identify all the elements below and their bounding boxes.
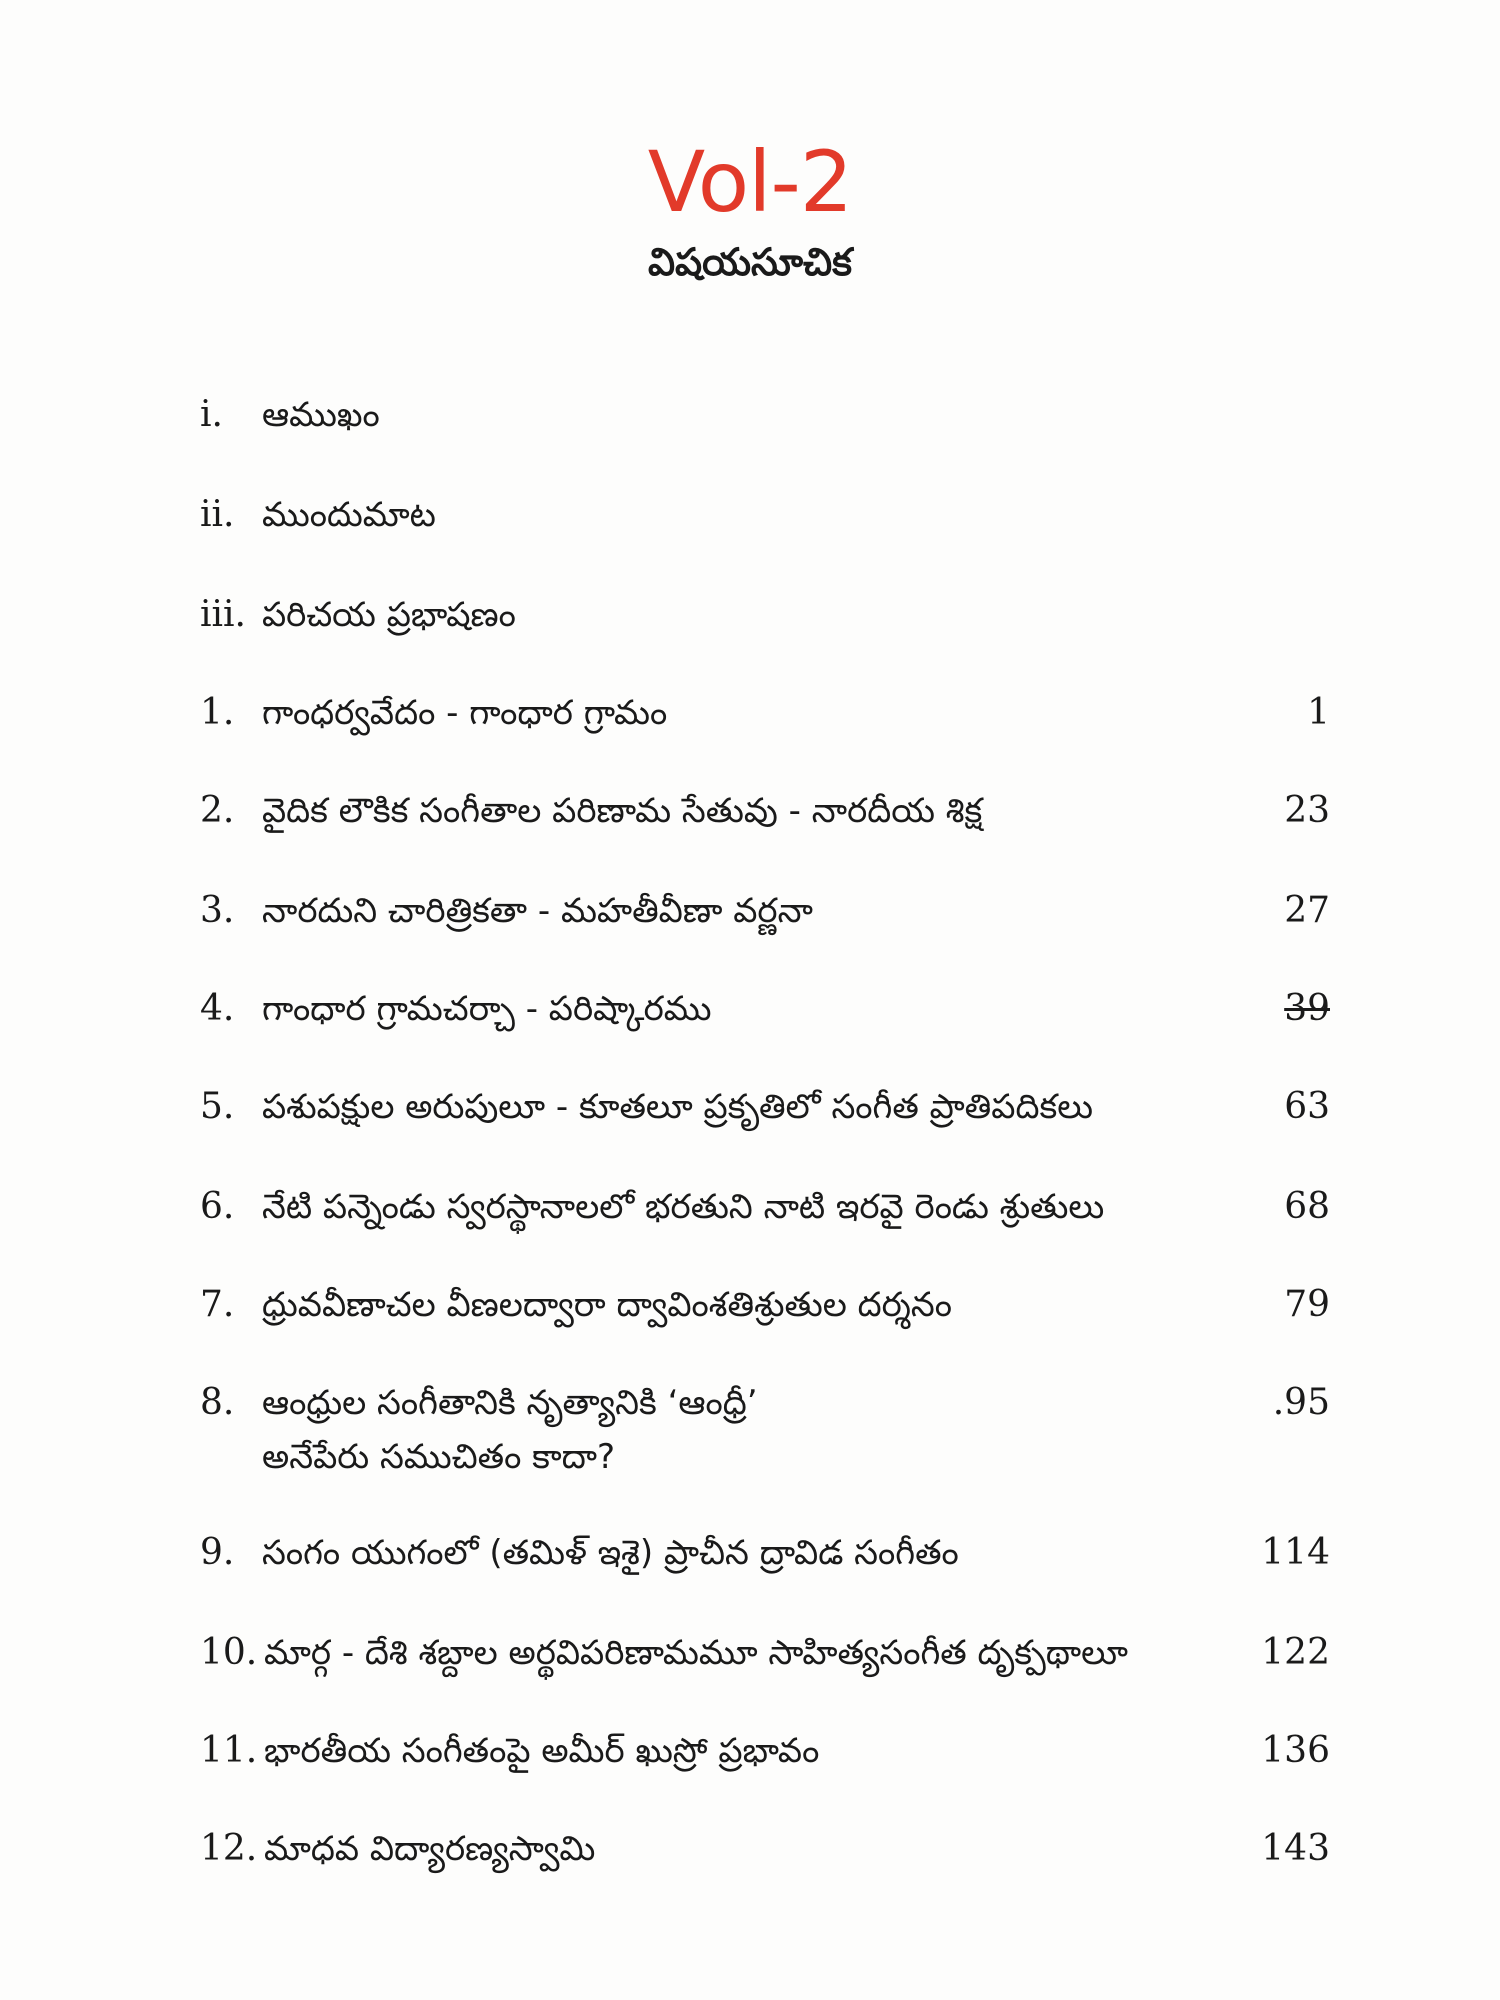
toc-entry-page: 1 — [1307, 692, 1330, 733]
toc-entry-title: నేటి పన్నెండు స్వరస్థానాలలో భరతుని నాటి ఇరవై రెండు శ్రుతులు — [262, 1187, 1105, 1227]
toc-entry-page: 136 — [1261, 1730, 1330, 1771]
toc-entry-page: 39 — [1284, 988, 1330, 1029]
toc-entry-title: ధ్రువవీణాచల వీణలద్వారా ద్వావింశతిశ్రుతుల దర్శనం — [262, 1285, 953, 1325]
toc-entry-number: 1. — [200, 692, 235, 733]
toc-entry-number: 8. — [200, 1382, 235, 1423]
toc-entry-title: పరిచయ ప్రభాషణం — [262, 595, 516, 635]
toc-entry-title: ఆంధ్రుల సంగీతానికి నృత్యానికి ‘ఆంధ్రీ’ అనేపేరు సముచితం కాదా? — [262, 1383, 758, 1477]
toc-entry-title: ఆముఖం — [262, 395, 380, 435]
toc-entry-page: 79 — [1284, 1284, 1330, 1325]
toc-entry-number: 6. — [200, 1186, 235, 1227]
toc-entry-page: 63 — [1284, 1086, 1330, 1127]
toc-entry-number: 12. — [200, 1828, 258, 1869]
toc-entry-number: 4. — [200, 988, 235, 1029]
toc-entry-title: గాంధార గ్రామచర్చా - పరిష్కారము — [262, 989, 712, 1029]
toc-entry-number: 10. — [200, 1632, 258, 1673]
toc-entry-number: 7. — [200, 1284, 235, 1325]
toc-entry-title: మాధవ విద్యారణ్యస్వామి — [264, 1829, 596, 1869]
toc-entry-number: iii. — [200, 594, 246, 635]
toc-entry-page: 68 — [1284, 1186, 1330, 1227]
toc-entry — [200, 1376, 1330, 1496]
toc-entry-page: .95 — [1272, 1382, 1330, 1423]
toc-entry-number: i. — [200, 394, 223, 435]
toc-entry-title: గాంధర్వవేదం - గాంధార గ్రామం — [262, 693, 668, 733]
toc-entry-title: వైదిక లౌకిక సంగీతాల పరిణామ సేతువు - నారదీయ శిక్ష — [262, 791, 983, 831]
toc-entry-number: ii. — [200, 494, 235, 535]
toc-entry-page: 27 — [1284, 890, 1330, 931]
toc-entry-page: 114 — [1261, 1532, 1330, 1573]
toc-entry-title: మార్గ - దేశి శబ్దాల అర్థవిపరిణామమూ సాహిత్యసంగీత దృక్పథాలూ — [264, 1633, 1128, 1673]
toc-entry-page: 122 — [1261, 1632, 1330, 1673]
toc-entry-title: ముందుమాట — [262, 495, 436, 535]
toc-entry-title: పశుపక్షుల అరుపులూ - కూతలూ ప్రకృతిలో సంగీత ప్రాతిపదికలు — [262, 1087, 1094, 1127]
toc-entry-number: 5. — [200, 1086, 235, 1127]
toc-entry-number: 3. — [200, 890, 235, 931]
toc-entry-number: 2. — [200, 790, 235, 831]
toc-entry-page: 143 — [1261, 1828, 1330, 1869]
toc-entry-number: 9. — [200, 1532, 235, 1573]
toc-entry-title: భారతీయ సంగీతంపై అమీర్ ఖుస్రో ప్రభావం — [264, 1731, 820, 1771]
toc-entry-number: 11. — [200, 1730, 258, 1771]
toc-entry-title: సంగం యుగంలో (తమిళ్ ఇశై) ప్రాచీన ద్రావిడ సంగీతం — [262, 1533, 959, 1573]
volume-title: Vol-2 — [647, 133, 853, 231]
toc-entry-page: 23 — [1284, 790, 1330, 831]
contents-heading: విషయసూచిక — [648, 240, 852, 284]
toc-entry-title: నారదుని చారిత్రికతా - మహతీవీణా వర్ణనా — [262, 891, 813, 931]
